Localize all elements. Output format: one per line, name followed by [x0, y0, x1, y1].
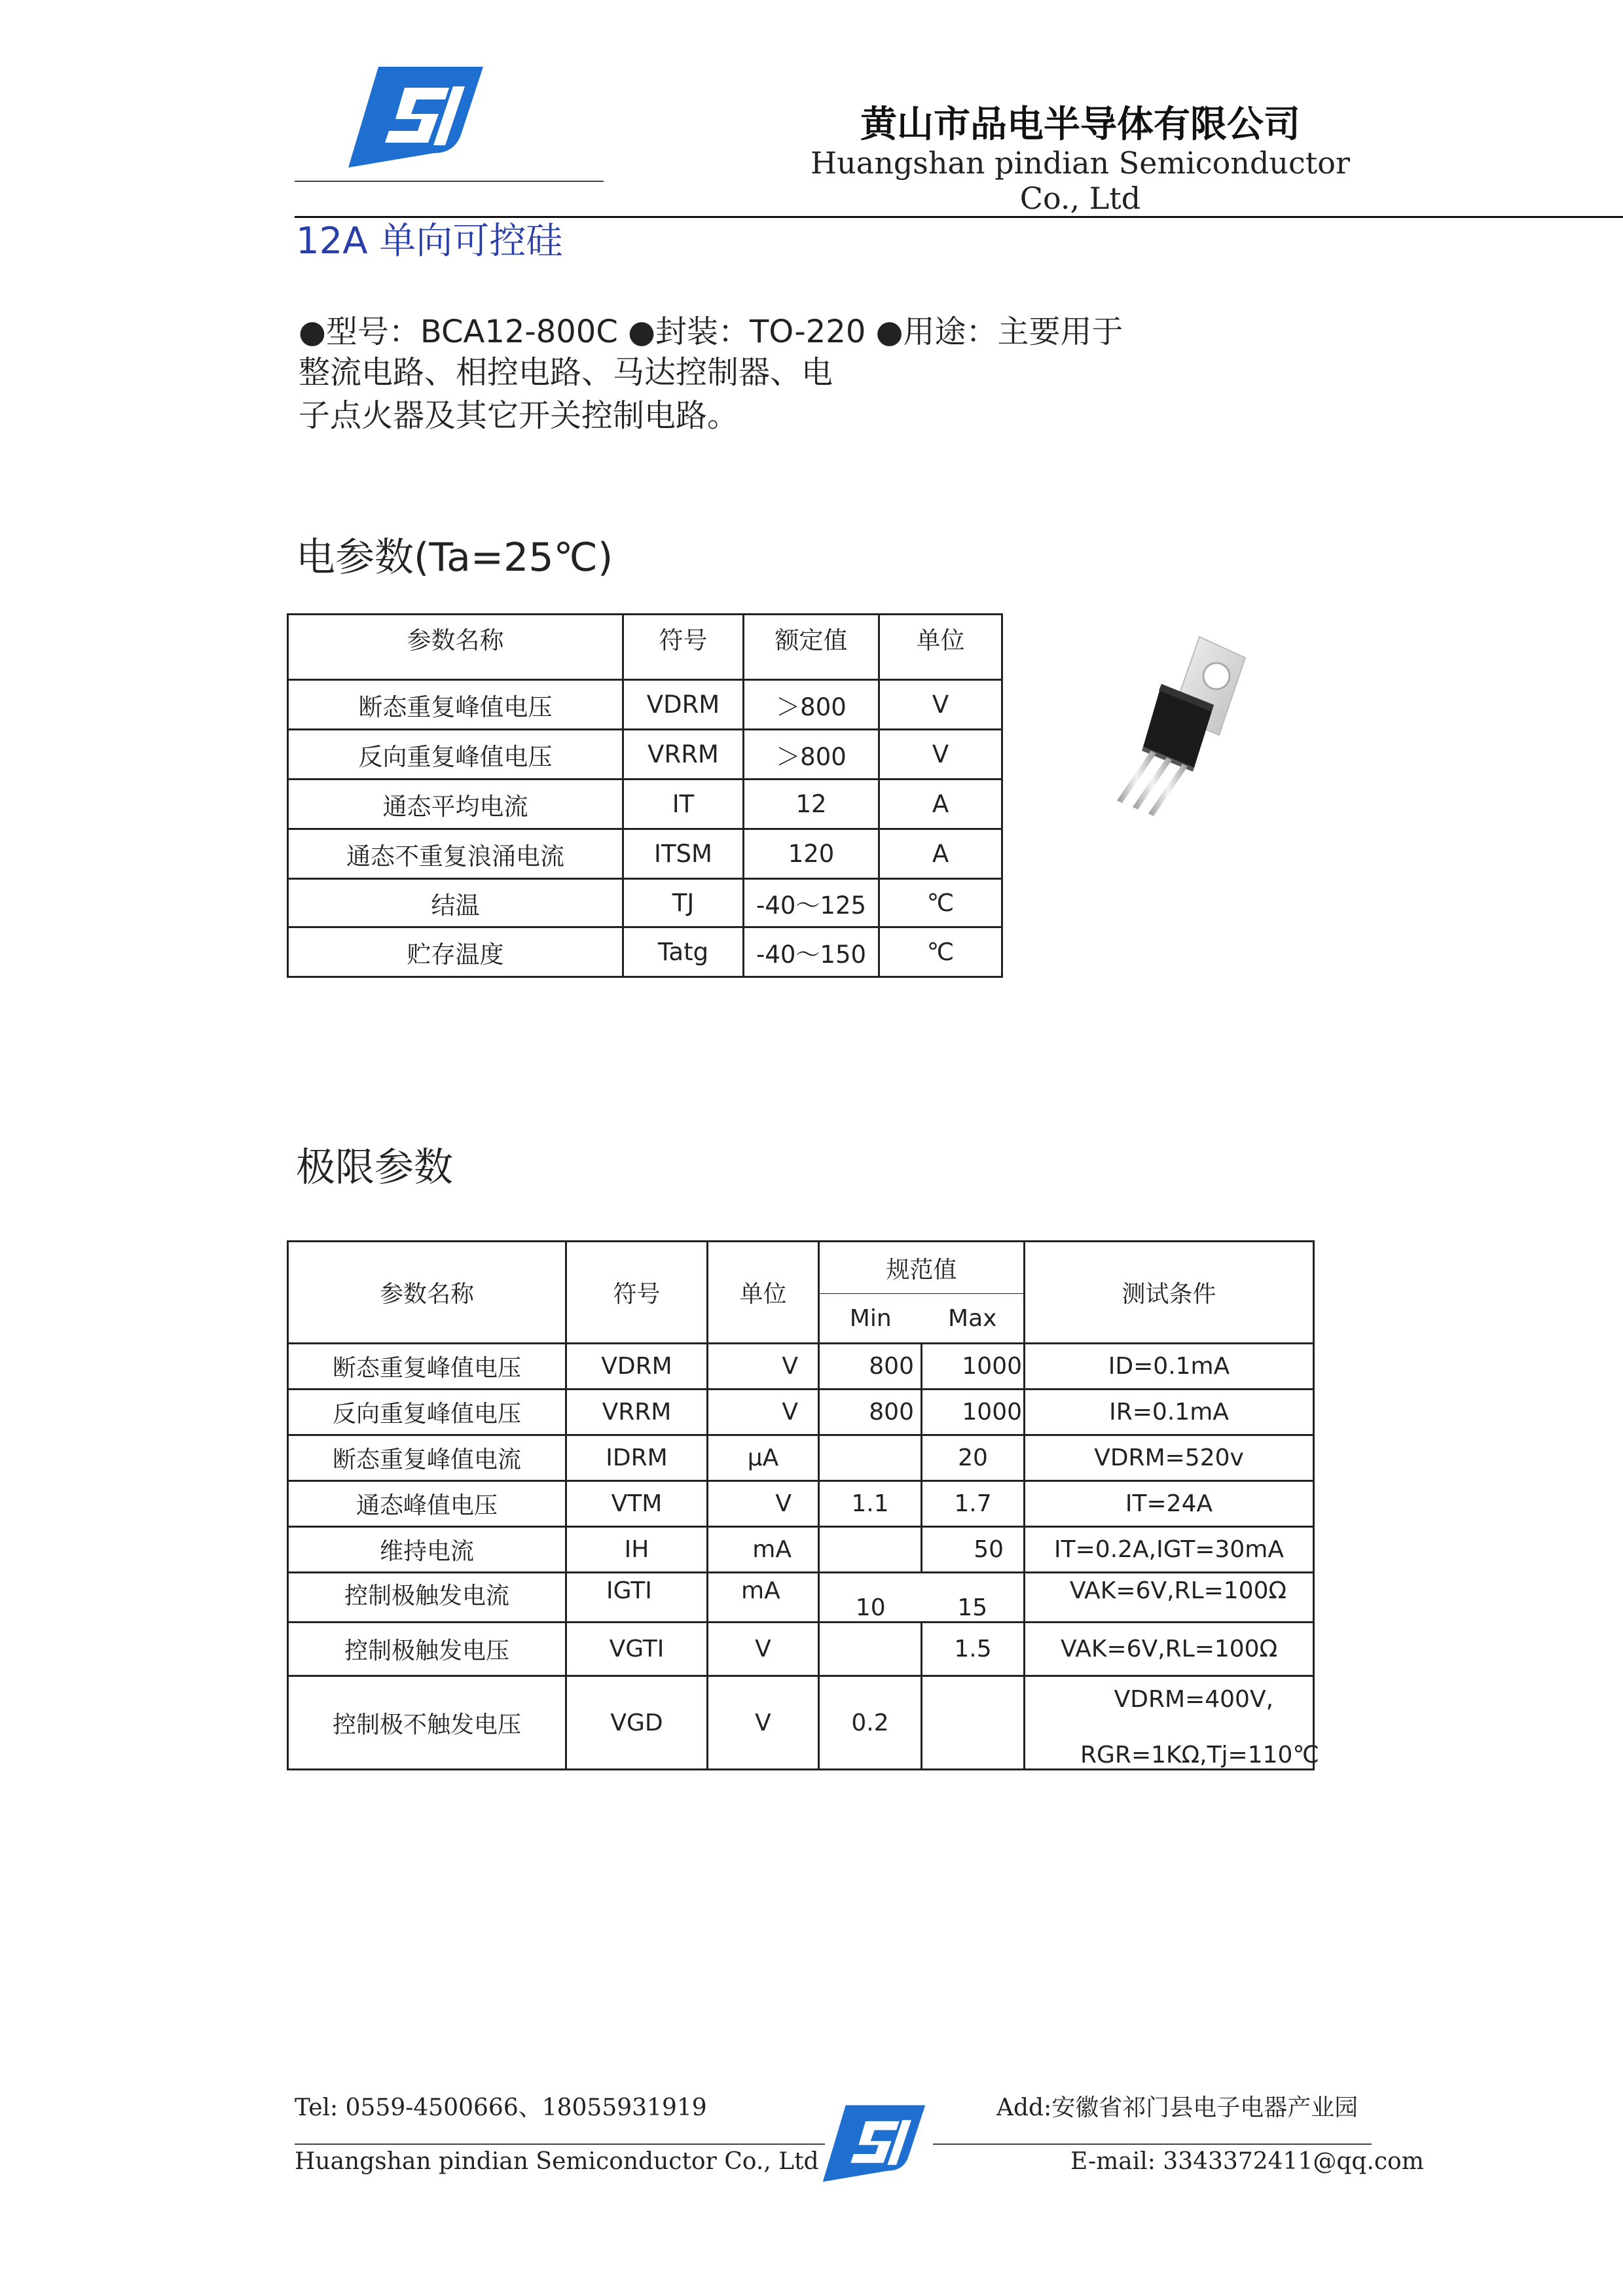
header-max: Max [922, 1294, 1025, 1344]
section-title-electrical: 电参数(Ta=25℃) [296, 535, 613, 581]
header-spec-range: 规范值 [819, 1242, 1025, 1294]
cell-unit: V [879, 680, 1002, 730]
cell-name: 断态重复峰值电流 [288, 1435, 566, 1481]
cell-max [922, 1676, 1025, 1770]
cell-max: 50 [922, 1527, 1025, 1573]
cell-unit: V [708, 1623, 819, 1676]
section-title-limits: 极限参数 [296, 1145, 453, 1191]
cell-condition: VAK=6V,RL=100Ω [1025, 1573, 1314, 1623]
cell-condition: VAK=6V,RL=100Ω [1025, 1623, 1314, 1676]
cell-symbol: TJ [623, 879, 744, 927]
cell-unit: V [708, 1481, 819, 1527]
cell-condition: ID=0.1mA [1025, 1344, 1314, 1390]
cell-unit: ℃ [879, 927, 1002, 977]
table-row [288, 1623, 1314, 1676]
cell-max: 1.7 [922, 1481, 1025, 1527]
cell-name: 断态重复峰值电压 [288, 680, 623, 730]
table-header-row [288, 1242, 1314, 1294]
cell-unit: V [879, 730, 1002, 780]
cell-condition: VDRM=520v [1025, 1435, 1314, 1481]
cell-symbol: VRRM [566, 1390, 708, 1435]
cell-name: 控制极触发电压 [288, 1623, 566, 1676]
cell-unit: mA [708, 1573, 819, 1623]
cell-min: 1.1 [819, 1481, 922, 1527]
cell-unit: V [708, 1344, 819, 1390]
table-row [288, 780, 1002, 829]
cell-value: ＞800 [744, 680, 879, 730]
table-row [288, 680, 1002, 730]
description-line-2: 整流电路、相控电路、马达控制器、电 [299, 354, 833, 391]
limit-params-table [287, 1240, 1319, 1770]
footer-tel: Tel: 0559-4500666、18055931919 [295, 2094, 707, 2121]
cell-name: 控制极触发电流 [288, 1573, 566, 1623]
header-test-condition: 测试条件 [1025, 1242, 1314, 1344]
table-row [288, 879, 1002, 927]
cell-symbol: VRRM [623, 730, 744, 780]
table-row [288, 1527, 1314, 1573]
header-param-name: 参数名称 [288, 615, 623, 680]
table-row [288, 1573, 1314, 1623]
header-param-name: 参数名称 [288, 1242, 566, 1344]
cell-unit: ℃ [879, 879, 1002, 927]
table-row [288, 829, 1002, 879]
cell-name: 结温 [288, 879, 623, 927]
company-name-en: Huangshan pindian Semiconductor Co., Ltd [811, 145, 1350, 216]
cell-value: -40～150 [744, 927, 879, 977]
header-min: Min [819, 1294, 922, 1344]
cell-name: 控制极不触发电压 [288, 1676, 566, 1770]
cell-max: 1.5 [922, 1623, 1025, 1676]
cell-unit: A [879, 780, 1002, 829]
cell-value: ＞800 [744, 730, 879, 780]
cell-min: 800 [819, 1344, 922, 1390]
description-line-3: 子点火器及其它开关控制电路。 [299, 397, 739, 434]
cell-name: 通态平均电流 [288, 780, 623, 829]
footer-logo-icon [822, 2104, 926, 2183]
footer-address: Add:安徽省祁门县电子电器产业园 [996, 2094, 1359, 2121]
cell-symbol: VDRM [566, 1344, 708, 1390]
cell-min [819, 1527, 922, 1573]
cell-unit: mA [708, 1527, 819, 1573]
cell-symbol: Tatg [623, 927, 744, 977]
description-line-1: ●型号：BCA12-800C ●封装：TO-220 ●用途：主要用于 [299, 314, 1123, 350]
cell-unit: V [708, 1676, 819, 1770]
condition-line-2: RGR=1KΩ,Tj=110℃ [1080, 1742, 1319, 1768]
condition-line-1: VDRM=400V, [1114, 1686, 1274, 1713]
header-unit: 单位 [708, 1242, 819, 1344]
cell-name: 维持电流 [288, 1527, 566, 1573]
cell-condition: IR=0.1mA [1025, 1390, 1314, 1435]
cell-symbol: ITSM [623, 829, 744, 879]
table-header-row [288, 615, 1002, 680]
cell-symbol: IGTI [566, 1573, 708, 1623]
table-row [288, 927, 1002, 977]
to220-package-image [1074, 632, 1303, 841]
cell-symbol: VDRM [623, 680, 744, 730]
footer-company-en: Huangshan pindian Semiconductor Co., Ltd [295, 2148, 819, 2175]
header-rule-left [295, 181, 604, 182]
footer-rule-right [933, 2144, 1372, 2145]
cell-name: 贮存温度 [288, 927, 623, 977]
cell-value: 120 [744, 829, 879, 879]
cell-name: 断态重复峰值电压 [288, 1344, 566, 1390]
footer-email: E-mail: 3343372411@qq.com [1070, 2148, 1424, 2175]
cell-max: 1000 [922, 1390, 1025, 1435]
cell-name: 反向重复峰值电压 [288, 1390, 566, 1435]
header-symbol: 符号 [566, 1242, 708, 1344]
document-title: 12A 单向可控硅 [296, 220, 563, 262]
cell-symbol: IDRM [566, 1435, 708, 1481]
cell-unit: μA [708, 1435, 819, 1481]
electrical-params-table [287, 613, 1003, 978]
table-row [288, 730, 1002, 780]
cell-name: 反向重复峰值电压 [288, 730, 623, 780]
cell-condition: IT=0.2A,IGT=30mA [1025, 1527, 1314, 1573]
cell-name: 通态不重复浪涌电流 [288, 829, 623, 879]
cell-symbol: IT [623, 780, 744, 829]
cell-symbol: VGTI [566, 1623, 708, 1676]
cell-unit: V [708, 1390, 819, 1435]
table-row [288, 1435, 1314, 1481]
company-name-cn: 黄山市品电半导体有限公司 [860, 103, 1300, 146]
footer-rule-left [295, 2144, 825, 2145]
cell-symbol: IH [566, 1527, 708, 1573]
header-symbol: 符号 [623, 615, 744, 680]
cell-max: 1000 [922, 1344, 1025, 1390]
cell-max: 20 [922, 1435, 1025, 1481]
header-unit: 单位 [879, 615, 1002, 680]
cell-condition [1025, 1676, 1319, 1770]
cell-min: 0.2 [819, 1676, 922, 1770]
cell-min [819, 1623, 922, 1676]
cell-symbol: VTM [566, 1481, 708, 1527]
cell-name: 通态峰值电压 [288, 1481, 566, 1527]
cell-min: 10 [819, 1573, 922, 1623]
cell-min [819, 1435, 922, 1481]
cell-value: -40～125 [744, 879, 879, 927]
header-rated-value: 额定值 [744, 615, 879, 680]
cell-min: 800 [819, 1390, 922, 1435]
company-logo-icon [347, 65, 484, 169]
cell-symbol: VGD [566, 1676, 708, 1770]
table-row [288, 1344, 1314, 1390]
table-row [288, 1676, 1314, 1770]
cell-condition: IT=24A [1025, 1481, 1314, 1527]
cell-unit: A [879, 829, 1002, 879]
cell-max: 15 [922, 1573, 1025, 1623]
cell-value: 12 [744, 780, 879, 829]
table-row [288, 1481, 1314, 1527]
table-row [288, 1390, 1314, 1435]
